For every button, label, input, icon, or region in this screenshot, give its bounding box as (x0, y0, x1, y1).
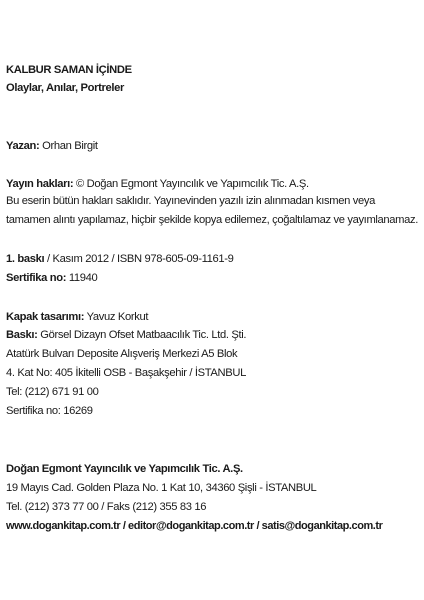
publisher-web: www.dogankitap.com.tr / editor@dogankitap.com.tr / satis@dogankitap.com.tr (6, 520, 383, 532)
print-address-1: Atatürk Bulvarı Deposite Alışveriş Merkezi A5 Blok (6, 348, 238, 360)
cover-designer: Yavuz Korkut (86, 311, 149, 323)
edition-cert-label: Sertifika no: (6, 272, 67, 284)
edition-cert-value: 11940 (68, 272, 98, 284)
book-title: KALBUR SAMAN İÇİNDE (6, 64, 132, 76)
rights-holder: © Doğan Egmont Yayıncılık ve Yapımcılık Tic. A.Ş. (76, 178, 309, 190)
rights-line (6, 177, 309, 191)
publisher-phone: Tel. (212) 373 77 00 / Faks (212) 355 83 16 (6, 501, 207, 513)
book-subtitle: Olaylar, Anılar, Portreler (6, 82, 124, 94)
print-tel: Tel: (212) 671 91 00 (6, 386, 99, 398)
edition-label: 1. baskı (6, 253, 45, 265)
publisher-name: Doğan Egmont Yayıncılık ve Yapımcılık Tic. A.Ş. (6, 463, 243, 475)
edition-line (6, 252, 234, 266)
print-address-2: 4. Kat No: 405 İkitelli OSB - Başakşehir / İSTANBUL (6, 367, 246, 379)
print-company: Görsel Dizayn Ofset Matbaacılık Tic. Ltd. Şti. (40, 329, 247, 341)
author-label: Yazan: (6, 140, 40, 152)
rights-text-2: tamamen alıntı yapılamaz, hiçbir şekilde kopya edilemez, çoğaltılamaz ve yayımlanamaz. (6, 214, 419, 226)
author-name: Orhan Birgit (42, 140, 98, 152)
rights-text-1: Bu eserin bütün hakları saklıdır. Yayınevinden yazılı izin alınmadan kısmen veya (6, 195, 375, 207)
edition-cert-line (6, 271, 97, 285)
print-line (6, 328, 246, 342)
cover-label: Kapak tasarımı: (6, 311, 85, 323)
edition-details: / Kasım 2012 / ISBN 978-605-09-1161-9 (47, 253, 234, 265)
author-line (6, 139, 98, 153)
publisher-address: 19 Mayıs Cad. Golden Plaza No. 1 Kat 10, 34360 Şişli - İSTANBUL (6, 482, 317, 494)
print-cert: Sertifika no: 16269 (6, 405, 93, 417)
print-label: Baskı: (6, 329, 38, 341)
rights-label: Yayın hakları: (6, 178, 74, 190)
cover-line (6, 310, 148, 324)
